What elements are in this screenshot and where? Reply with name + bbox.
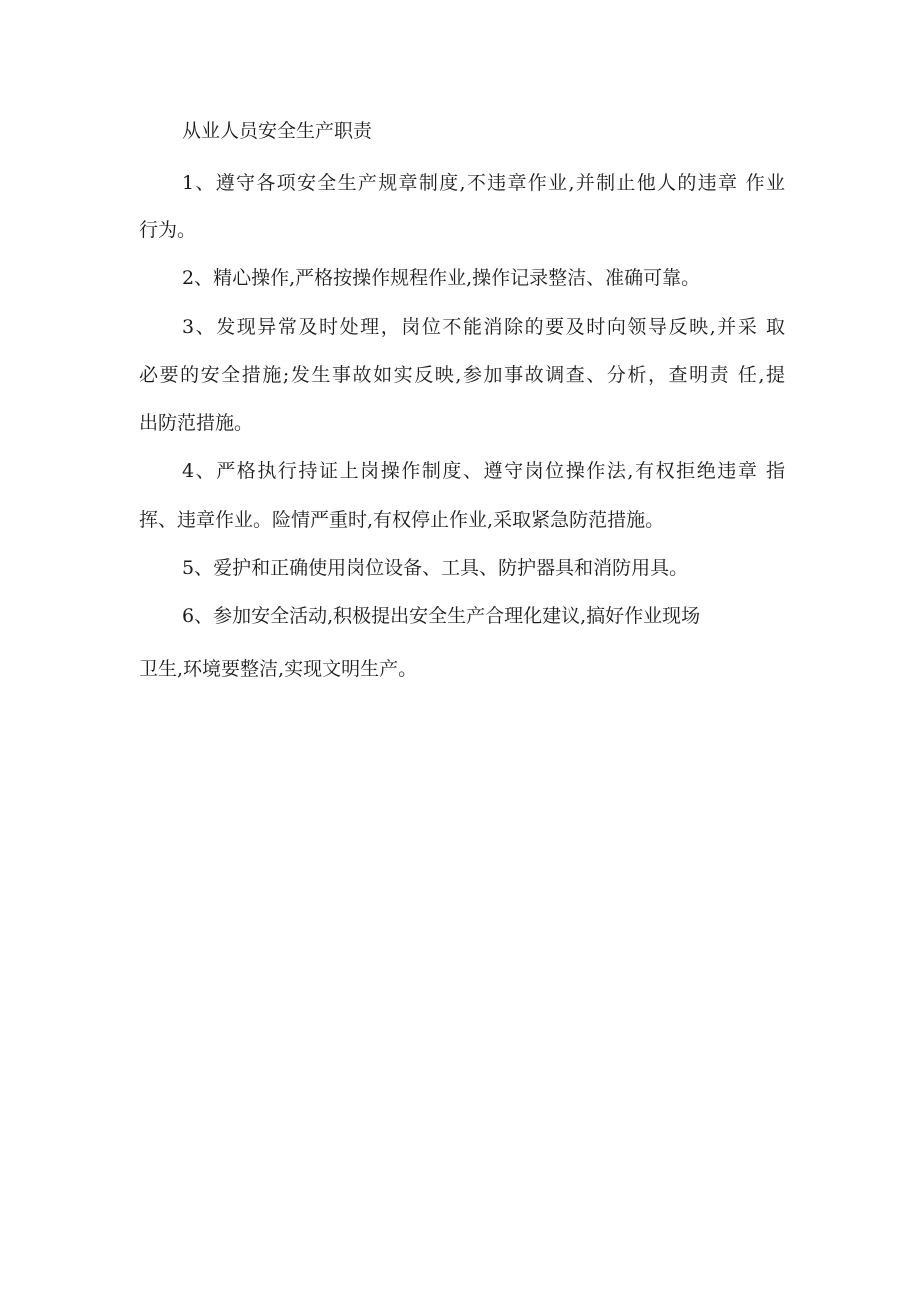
paragraph-line: 6、参加安全活动,积极提出安全生产合理化建议,搞好作业现场 <box>182 605 701 627</box>
paragraph-line: 行为。 <box>139 219 197 241</box>
paragraph-line: 必要的安全措施;发生事故如实反映,参加事故调查、分析，查明责 任,提 <box>139 364 785 386</box>
paragraph-line: 3、发现异常及时处理，岗位不能消除的要及时向领导反映,并采 取 <box>182 316 785 338</box>
paragraph-line: 5、爱护和正确使用岗位设备、工具、防护器具和消防用具。 <box>182 557 689 579</box>
paragraph-line: 4、严格执行持证上岗操作制度、遵守岗位操作法,有权拒绝违章 指 <box>182 460 785 482</box>
paragraph-line: 1、遵守各项安全生产规章制度,不违章作业,并制止他人的违章 作业 <box>182 172 785 194</box>
document-title: 从业人员安全生产职责 <box>182 120 373 142</box>
paragraph-line: 出防范措施。 <box>139 412 254 434</box>
paragraph-line: 挥、违章作业。险情严重时,有权停止作业,采取紧急防范措施。 <box>139 509 665 531</box>
paragraph-line: 2、精心操作,严格按操作规程作业,操作记录整洁、准确可靠。 <box>182 267 701 289</box>
paragraph-line: 卫生,环境要整洁,实现文明生产。 <box>139 658 418 680</box>
